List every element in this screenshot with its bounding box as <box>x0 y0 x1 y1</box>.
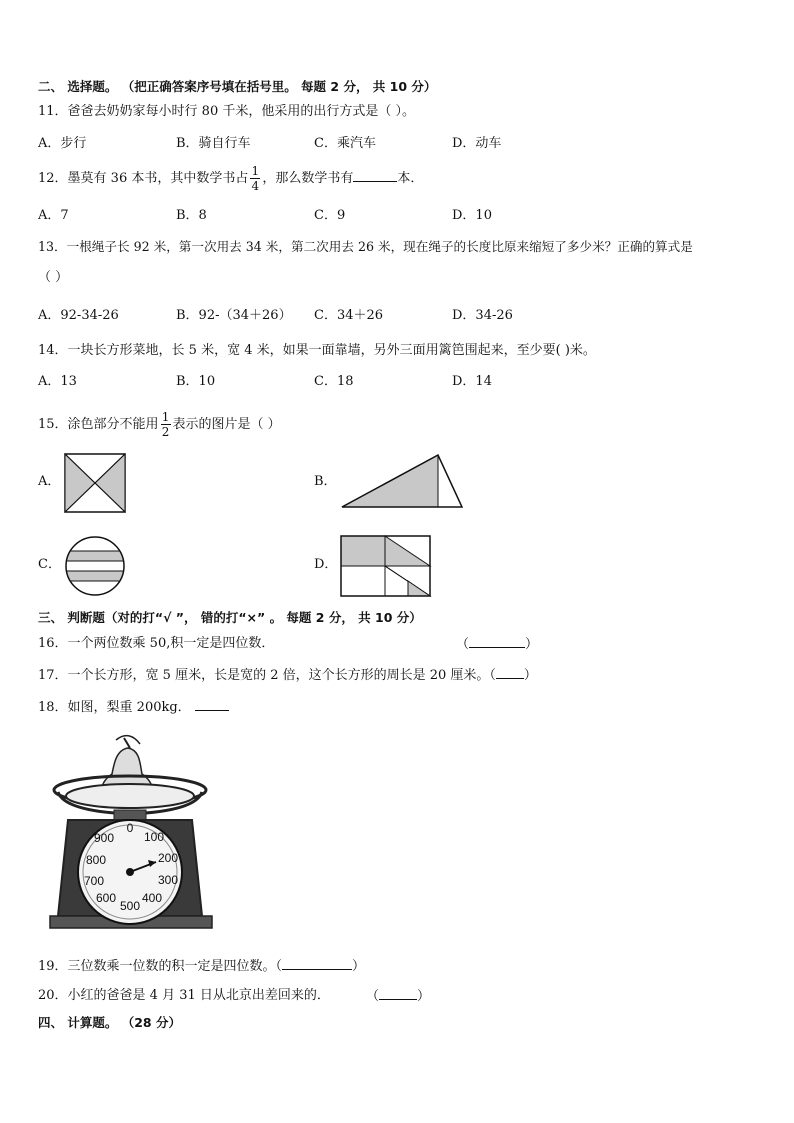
section-2-title: 二、 选择题。 （把正确答案序号填在括号里。 每题 2 分， 共 10 分） <box>38 79 437 94</box>
q14-option-b: B．10 <box>176 374 216 389</box>
question-11: 11．爸爸去奶奶家每小时行 80 千米，他采用的出行方式是（ ）。 <box>38 104 415 119</box>
q13-option-b: B．92-（34＋26） <box>176 308 292 323</box>
scale-number-600: 600 <box>95 891 117 905</box>
question-19 <box>38 957 365 976</box>
q15-text-b: 表示的图片是（ ） <box>172 417 281 432</box>
q18-answer-blank[interactable] <box>195 698 229 711</box>
q19-answer-blank[interactable] <box>282 957 352 970</box>
q13-option-a: A．92-34-26 <box>38 308 119 323</box>
q11-option-d: D．动车 <box>452 136 502 151</box>
scale-number-200: 200 <box>157 851 179 865</box>
scale-number-700: 700 <box>83 874 105 888</box>
q14-option-c: C．18 <box>314 374 354 389</box>
q15-frac-num: 1 <box>161 410 170 424</box>
q16-paren-right: ） <box>525 637 539 652</box>
q11-option-a: A．步行 <box>38 136 87 151</box>
q13-option-d: D．34-26 <box>452 308 513 323</box>
scale-number-400: 400 <box>141 891 163 905</box>
q15-figure-d-rectangle <box>340 535 432 597</box>
scale-number-100: 100 <box>143 830 165 844</box>
q16-answer[interactable] <box>456 635 538 654</box>
q15-figure-a-square <box>64 453 126 513</box>
q20-answer-blank[interactable] <box>379 987 417 1000</box>
q14-option-a: A．13 <box>38 374 77 389</box>
question-13: 13．一根绳子长 92 米，第一次用去 34 米，第二次用去 26 米，现在绳子的长度比原来缩短了多少米？正确的算式是 <box>38 239 693 254</box>
scale-number-500: 500 <box>119 899 141 913</box>
scale-number-0: 0 <box>126 821 134 835</box>
q15-text-a: 15．涂色部分不能用 <box>38 417 159 432</box>
q15-figure-b-triangle <box>340 453 464 509</box>
q15-label-c: C． <box>38 557 61 572</box>
scale-number-900: 900 <box>93 831 115 845</box>
q15-figure-c-circle <box>64 535 126 597</box>
q12-answer-blank[interactable] <box>353 169 397 182</box>
q13-option-c: C．34＋26 <box>314 308 384 323</box>
question-16: 16．一个两位数乘 50,积一定是四位数． <box>38 636 275 651</box>
q14-option-d: D．14 <box>452 374 492 389</box>
q17-text: 17．一个长方形，宽 5 厘米，长是宽的 2 倍，这个长方形的周长是 20 厘米。（ <box>38 668 496 683</box>
q16-answer-blank[interactable] <box>469 635 525 648</box>
section-4-title: 四、 计算题。 （28 分） <box>38 1015 181 1030</box>
q13-paren: （ ） <box>38 270 69 285</box>
q12-text-c: 本． <box>397 171 424 186</box>
q12-text-b: ，那么数学书有 <box>262 171 354 186</box>
q15-label-d: D． <box>314 557 338 572</box>
q12-option-a: A．7 <box>38 208 69 223</box>
q19-text: 19．三位数乘一位数的积一定是四位数。（ <box>38 959 283 974</box>
question-18 <box>38 698 229 717</box>
scale-number-800: 800 <box>85 853 107 867</box>
section-3-title: 三、 判断题（对的打“√ ”， 错的打“×” 。 每题 2 分， 共 10 分） <box>38 610 422 625</box>
q19-paren-right: ） <box>352 959 366 974</box>
q20-paren-left: （ <box>366 989 380 1004</box>
scale-number-300: 300 <box>157 873 179 887</box>
question-12 <box>38 164 423 193</box>
q11-option-b: B．骑自行车 <box>176 136 251 151</box>
q12-fraction <box>250 164 260 193</box>
q16-paren-left: （ <box>456 637 470 652</box>
q18-text: 18．如图，梨重 200kg． <box>38 700 191 715</box>
q12-option-b: B．8 <box>176 208 207 223</box>
q12-frac-num: 1 <box>251 164 260 178</box>
question-15 <box>38 410 281 439</box>
q15-label-a: A． <box>38 474 61 489</box>
q20-paren-right: ） <box>417 989 431 1004</box>
q12-option-d: D．10 <box>452 208 492 223</box>
q20-answer[interactable] <box>366 987 430 1006</box>
q15-fraction <box>161 410 171 439</box>
question-14: 14．一块长方形菜地，长 5 米，宽 4 米，如果一面靠墙，另外三面用篱笆围起来，至少要( )米。 <box>38 343 596 358</box>
q15-label-b: B． <box>314 474 337 489</box>
pear-scale-illustration <box>44 730 214 936</box>
q15-frac-den: 2 <box>161 425 170 439</box>
q12-text-a: 12．墨莫有 36 本书，其中数学书占 <box>38 171 249 186</box>
q17-answer-blank[interactable] <box>496 666 524 679</box>
q12-option-c: C．9 <box>314 208 346 223</box>
q17-paren-right: ） <box>523 668 537 683</box>
question-20: 20．小红的爸爸是 4 月 31 日从北京出差回来的． <box>38 988 330 1003</box>
q11-option-c: C．乘汽车 <box>314 136 376 151</box>
q12-frac-den: 4 <box>251 179 260 193</box>
question-17 <box>38 666 537 685</box>
